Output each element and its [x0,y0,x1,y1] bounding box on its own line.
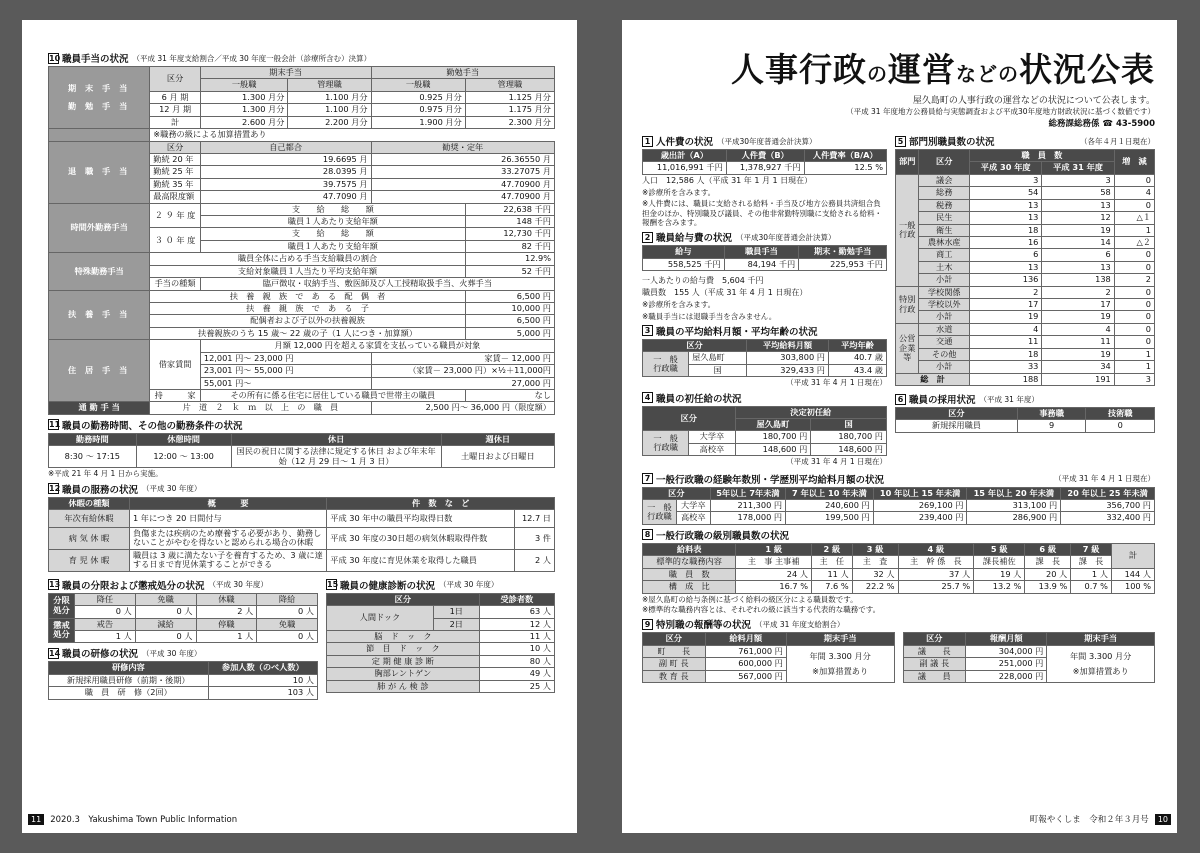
section-4-heading: 4 職員の初任給の状況 [642,391,887,405]
contact: 総務課総務係 ☎ 43-5900 [1048,119,1155,129]
table-row: 12 月 期 1.300 月分 1.100 月分 0.975 月分 1.175 月分 [49,104,555,116]
personnel-cost-table: 歳出計（A） 人件費（B） 人件費率（B/A） 11,016,991 千円 1,378,927 千円 12.5 % [642,149,887,175]
council-members-table: 区分 報酬月額 期末手当 議 長 304,000 円 年間 3.300 月分 ※加算措置あり 副 議 長 251,000 円 議 員 228,000 円 [903,632,1156,683]
section-8-heading: 8 一般行政職の級別職員数の状況 [642,528,1155,542]
section-1-heading: 1 人件費の状況 （平成30年度普通会計決算） [642,134,887,148]
left-page: 10 職員手当の状況 （平成 31 年度支給割合／平成 30 年度一般会計（診療所含む）決算） 期 末 手 当 勤 勉 手 当 区分 期末手当 勤勉手当 一般職 管理職 一般職 管理職 6 月 期 1.300 月分 1.100 月分 0.925 月分 1.125 月分 12 月 期 1.300 月分 1.100 月分 0.975 月分 1.175 月分 計 2.600 月分 2.200 月分 1.900 月分 2.300 月分 ※職務の級による加算措置あり 退 職 手 当 区分 自己都合 勧奨・定年 勤続 20 年 19.6695 月 26.36550 月 勤続 25 年 28.0395 月 33.27075 月 勤続 35 年 39.7575 月 47.70900 月 最高限度額 47.7090 月 47.70900 月 時間外勤務手当 ２ ９ 年 度 支 給 総 額 22,638 千円 職員１人あたり支給年額 148 千円 ３ ０ 年 度 支 給 総 額 12,730 千円 職員１人あたり支給年額 82 千円 特殊勤務手当 職員全体に占める手当支給職員の割合 12.9% 支給対象職員１人当たり平均支給年額 52 千円 手当の種類 臨戸徴収・収納手当、敷医師及び人工授精取扱手当、火葬手当 扶 養 手 当 扶 養 親 族 で あ る 配 偶 者 6,500 円 扶 養 親 族 で あ る 子 10,000 円 配偶者および子以外の扶養親族 6,500 円 扶養親族のうち 15 歳～ 22 歳の子（1 人につき・加算額） 5,000 円 住 居 手 当 借家賃間 月額 12,000 円を超える家賃を支払っている職員が対象 12,001 円～ 23,000 円 家賃－ 12,000 円 23,001 円～ 55,000 円 （家賃－ 23,000 円）×½＋11,000円 55,001 円～ 27,000 円 持 家 その所有に係る住宅に居住している職員で世帯主の職員 なし 通 勤 手 当 片 道 ２ ｋ ｍ 以 上 の 職 員 2,500 円～ 36,000 円（限度額） 11 職員の勤務時間、その他の勤務条件の状況 勤務時間 休憩時間 休日 週休日 8:30 ～ 17:15 12:00 ～ 13:00 国民の祝日に関する法律に規定する休日 および年末年始（12 月 29 日～ 1 月 3 日） 土曜日および日曜日 ※平成 21 年 4 月 1 日から実施。 12 職員の服務の状況 （平成 30 年度） 休暇の種類 概 要 件 数 な ど 年次有給休暇 1 年につき 20 日間付与 平成 30 年中の職員平均取得日数 12.7 日 病 気 休 暇 負傷または疾病のため療養する必要があり、勤務しないことがやむを得ないと認められる場合の休暇 平成 30 年度の30日超の病気休暇取得件数 3 件 育 児 休 暇 職員は 3 歳に満たない子を養育するため、3 歳に達する日まで育児休業することができる 平成 30 年度に育児休業を取得した職員 2 人 13 職員の分限および懲戒処分の状況 （平成 30 年度） 分限処分 降任 免職 休職 降給 0 人 0 人 2 人 0 人 懲戒処分 戒告 減給 停職 免職 1 人 0 人 1 人 0 人 14 職員の研修の状況 （平成 30 年度） 研修内容 参加人数（のべ人数） 新規採用職員研修（前期・後期） 10 人 職 員 研 修（2回） 103 人 15 職員の健康診断の状況 （平成 30 年度） 区分 受診者数 人間ドック 1日 63 人 2日 12 人 脳 ド ッ ク 11 人 節 目 ド ッ ク 10 人 定 期 健 康 診 断 80 人 胸部レントゲン 49 人 肺 が ん 検 診 25 人 11 2020.3 Yakushima Town Public Information [22,20,577,833]
section-7-heading: 7 一般行政職の経験年数別・学歴別平均給料月額の状況 （平成 31 年 4 月 1 日現在） [642,472,1155,486]
section-15-heading: 15 職員の健康診断の状況 （平成 30 年度） [327,580,499,592]
health-check-table: 区分 受診者数 人間ドック 1日 63 人 2日 12 人 脳 ド ッ ク 11 人 節 目 ド ッ ク 10 人 定 期 健 康 診 断 80 人 胸部レントゲン 49 人 肺 が ん 検 診 25 人 [326,593,555,693]
section-5-heading: 5 部門別職員数の状況 （各年４月１日現在） [895,134,1155,148]
grade-staff-table: 給料表 1 級 2 級 3 級 4 級 5 級 6 級 7 級 計 標準的な職務内容 主 事 主事補 主 任 主 査 主 幹 係 長 課長補佐 課 長 課 長 職 員 数 24 人 11 人 32 人 37 人 19 人 20 人 1 人 144 人 構 成 比 16.7 % 7.6 % 22.2 % 25.7 % 13.2 % 13.9 % 0.7 % 100 % [642,543,1155,594]
section-6-heading: 6 職員の採用状況 （平成 31 年度） [895,392,1155,406]
section-14-heading: 14 職員の研修の状況 （平成 30 年度） [49,648,202,661]
leave-table: 休暇の種類 概 要 件 数 な ど 年次有給休暇 1 年につき 20 日間付与 平成 30 年中の職員平均取得日数 12.7 日 病 気 休 暇 負傷または疾病のため療養する必要があり、勤務しないことがやむを得ないと認められる場合の休暇 平成 30 年度の30日超の病気休暇取得件数 3 件 育 児 休 暇 職員は 3 歳に満たない子を養育するため、3 歳に達する日まで育児休業することができる 平成 30 年度に育児休業を取得した職員 2 人 [48,497,555,572]
table-row: 計 2.600 月分 2.200 月分 1.900 月分 2.300 月分 [49,116,555,128]
table-row: 6 月 期 1.300 月分 1.100 月分 0.925 月分 1.125 月分 [49,91,555,103]
section-12-heading: 12 職員の服務の状況 （平成 30 年度） [49,484,202,496]
section-3-heading: 3 職員の平均給料月額・平均年齢の状況 [642,324,887,338]
allowance-table: 期 末 手 当 勤 勉 手 当 区分 期末手当 勤勉手当 一般職 管理職 一般職 管理職 6 月 期 1.300 月分 1.100 月分 0.925 月分 1.125 月分 12 月 期 1.300 月分 1.100 月分 0.975 月分 1.175 月分 計 2.600 月分 2.200 月分 1.900 月分 2.300 月分 ※職務の級による加算措置あり 退 職 手 当 区分 自己都合 勧奨・定年 勤続 20 年 19.6695 月 26.36550 月 勤続 25 年 28.0395 月 33.27075 月 勤続 35 年 39.7575 月 47.70900 月 最高限度額 47.7090 月 47.70900 月 時間外勤務手当 ２ ９ 年 度 支 給 総 額 22,638 千円 職員１人あたり支給年額 148 千円 ３ ０ 年 度 支 給 総 額 12,730 千円 職員１人あたり支給年額 82 千円 特殊勤務手当 職員全体に占める手当支給職員の割合 12.9% 支給対象職員１人当たり平均支給年額 52 千円 手当の種類 臨戸徴収・収納手当、敷医師及び人工授精取扱手当、火葬手当 扶 養 手 当 扶 養 親 族 で あ る 配 偶 者 6,500 円 扶 養 親 族 で あ る 子 10,000 円 配偶者および子以外の扶養親族 6,500 円 扶養親族のうち 15 歳～ 22 歳の子（1 人につき・加算額） 5,000 円 住 居 手 当 借家賃間 月額 12,000 円を超える家賃を支払っている職員が対象 12,001 円～ 23,000 円 家賃－ 12,000 円 23,001 円～ 55,000 円 （家賃－ 23,000 円）×½＋11,000円 55,001 円～ 27,000 円 持 家 その所有に係る住宅に居住している職員で世帯主の職員 なし 通 勤 手 当 片 道 ２ ｋ ｍ 以 上 の 職 員 2,500 円～ 36,000 円（限度額） [48,66,555,415]
discipline-table: 分限処分 降任 免職 休職 降給 0 人 0 人 2 人 0 人 懲戒処分 戒告 減給 停職 免職 1 人 0 人 1 人 0 人 [48,593,318,644]
section-9-heading: 9 特別職の報酬等の状況 （平成 31 年度支給割合） [642,617,1155,631]
work-hours-table: 勤務時間 休憩時間 休日 週休日 8:30 ～ 17:15 12:00 ～ 13:00 国民の祝日に関する法律に規定する休日 および年末年始（12 月 29 日～ 1 月 3 日） 土曜日および日曜日 [48,433,555,468]
starting-salary-table: 区分 決定初任給 屋久島町 国 一 般 行政職 大学卒 180,700 円 180,700 円 高校卒 148,600 円 148,600 円 [642,406,887,457]
right-footer: 町報やくしま 令和２年３月号 10 [1030,813,1171,825]
section-13-heading: 13 職員の分限および懲戒処分の状況 （平成 30 年度） [49,580,268,592]
left-footer: 11 2020.3 Yakushima Town Public Information [28,813,237,825]
section-2-heading: 2 職員給与費の状況 （平成30年度普通会計決算） [642,230,887,244]
experience-salary-table: 区分 5年以上 7年未満 7 年以上 10 年未満 10 年以上 15 年未満 15 年以上 20 年未満 20 年以上 25 年未満 一 般 行政職 大学卒 211,300 円 240,600 円 269,100 円 313,100 円 356,700 円 高校卒 178,000 円 199,500 円 239,400 円 286,900 円 332,400 円 [642,487,1155,525]
salary-cost-table: 給与 職員手当 期末・勤勉手当 558,525 千円 84,194 千円 225,953 千円 [642,245,887,271]
section-11-heading: 11 職員の勤務時間、その他の勤務条件の状況 [49,420,243,432]
page-title: 人事行政の運営などの状況公表 [731,50,1155,89]
special-officials-table: 区分 給料月額 期末手当 町 長 761,000 円 年間 3.300 月分 ※加算措置あり 副 町 長 600,000 円 教 育 長 567,000 円 [642,632,895,683]
hiring-table: 区分 事務職 技術職 新規採用職員 9 0 [895,407,1155,433]
avg-salary-table: 区分 平均給料月額 平均年齢 一 般 行政職 屋久島町 303,800 円 40.7 歳 国 329,433 円 43.4 歳 [642,339,887,377]
dept-staff-table: 部門 区分 職 員 数 増 減 平成 30 年度 平成 31 年度 一般行政 議会 3 3 0 総務 54 58 4 税務 13 13 0 民生 13 12 △１ 衛生 18 19 1 農林水産 16 14 △２ 商工 6 6 0 土木 13 13 0 小計 136 138 2 特別行政 学校関係 2 2 0 学校以外 17 17 0 小計 19 19 0 公営企業等 水道 4 4 0 交通 11 11 0 その他 18 19 1 小計 33 34 1 総 計 188 191 3 [895,149,1155,386]
training-table: 研修内容 参加人数（のべ人数） 新規採用職員研修（前期・後期） 10 人 職 員 研 修（2回） 103 人 [48,661,318,699]
right-page: 人事行政の運営などの状況公表 屋久島町の人事行政の運営などの状況について公表します。 （平成 31 年度地方公務員給与実態調査および平成30年度地方財政状況に基づく数値です） 総務課総務係 ☎ 43-5900 1 人件費の状況 （平成30年度普通会計決算） 歳出計（A） 人件費（B） 人件費率（B/A） 11,016,991 千円 1,378,927 千円 12.5 % 人口 12,586 人（平成 31 年 1 月 1 日現在） ※診療所を含みます。 ※人件費には、職員に支給される給料・手当及び地方公務員共済組合負担金のほか、特別職及び議員、その他非常勤特別職に支給される給料・報酬を含みます。 2 職員給与費の状況 （平成30年度普通会計決算） 給与 職員手当 期末・勤勉手当 558,525 千円 84,194 千円 225,953 千円 一人あたりの給与費 5,604 千円 職員数 155 人（平成 31 年 4 月 1 日現在） ※診療所を含みます。 ※職員手当には退職手当を含みません。 3 職員の平均給料月額・平均年齢の状況 区分 平均給料月額 平均年齢 一 般 行政職 屋久島町 303,800 円 40.7 歳 国 329,433 円 43.4 歳 （平成 31 年 4 月 1 日現在） 4 職員の初任給の状況 区分 決定初任給 屋久島町 国 一 般 行政職 大学卒 180,700 円 180,700 円 高校卒 148,600 円 148,600 円 （平成 31 年 4 月 1 日現在） 5 部門別職員数の状況 （各年４月１日現在） 部門 区分 職 員 数 増 減 平成 30 年度 平成 31 年度 一般行政 議会 3 3 0 総務 54 58 4 税務 13 13 0 民生 13 12 △１ 衛生 18 19 1 農林水産 16 14 △２ 商工 6 6 0 土木 13 13 0 小計 136 138 2 特別行政 学校関係 2 2 0 学校以外 17 17 0 小計 19 19 0 公営企業等 水道 4 4 0 交通 11 11 0 その他 18 19 1 小計 33 34 1 総 計 188 191 3 6 職員の採用状況 （平成 31 年度） 区分 事務職 技術職 新規採用職員 9 0 7 一般行政職の経験年数別・学歴別平均給料月額の状況 （平成 31 年 4 月 1 日現在） 区分 5年以上 7年未満 7 年以上 10 年未満 10 年以上 15 年未満 15 年以上 20 年未満 20 年以上 25 年未満 一 般 行政職 大学卒 211,300 円 240,600 円 269,100 円 313,100 円 356,700 円 高校卒 178,000 円 199,500 円 239,400 円 286,900 円 332,400 円 8 一般行政職の級別職員数の状況 給料表 1 級 2 級 3 級 4 級 5 級 6 級 7 級 計 標準的な職務内容 主 事 主事補 主 任 主 査 主 幹 係 長 課長補佐 課 長 課 長 職 員 数 24 人 11 人 32 人 37 人 19 人 20 人 1 人 144 人 構 成 比 16.7 % 7.6 % 22.2 % 25.7 % 13.2 % 13.9 % 0.7 % 100 % ※屋久島町の給与条例に基づく給料の級区分による職員数です。 ※標準的な職務内容とは、それぞれの級に該当する代表的な職務です。 9 特別職の報酬等の状況 （平成 31 年度支給割合） 区分 給料月額 期末手当 町 長 761,000 円 年間 3.300 月分 ※加算措置あり 副 町 長 600,000 円 教 育 長 567,000 円 区分 報酬月額 期末手当 議 長 304,000 円 年間 3.300 月分 ※加算措置あり 副 議 長 251,000 円 議 員 228,000 円 町報やくしま 令和２年３月号 10 [622,20,1177,833]
section-10-heading: 10 職員手当の状況 （平成 31 年度支給割合／平成 30 年度一般会計（診療所含む）決算） [49,53,372,65]
